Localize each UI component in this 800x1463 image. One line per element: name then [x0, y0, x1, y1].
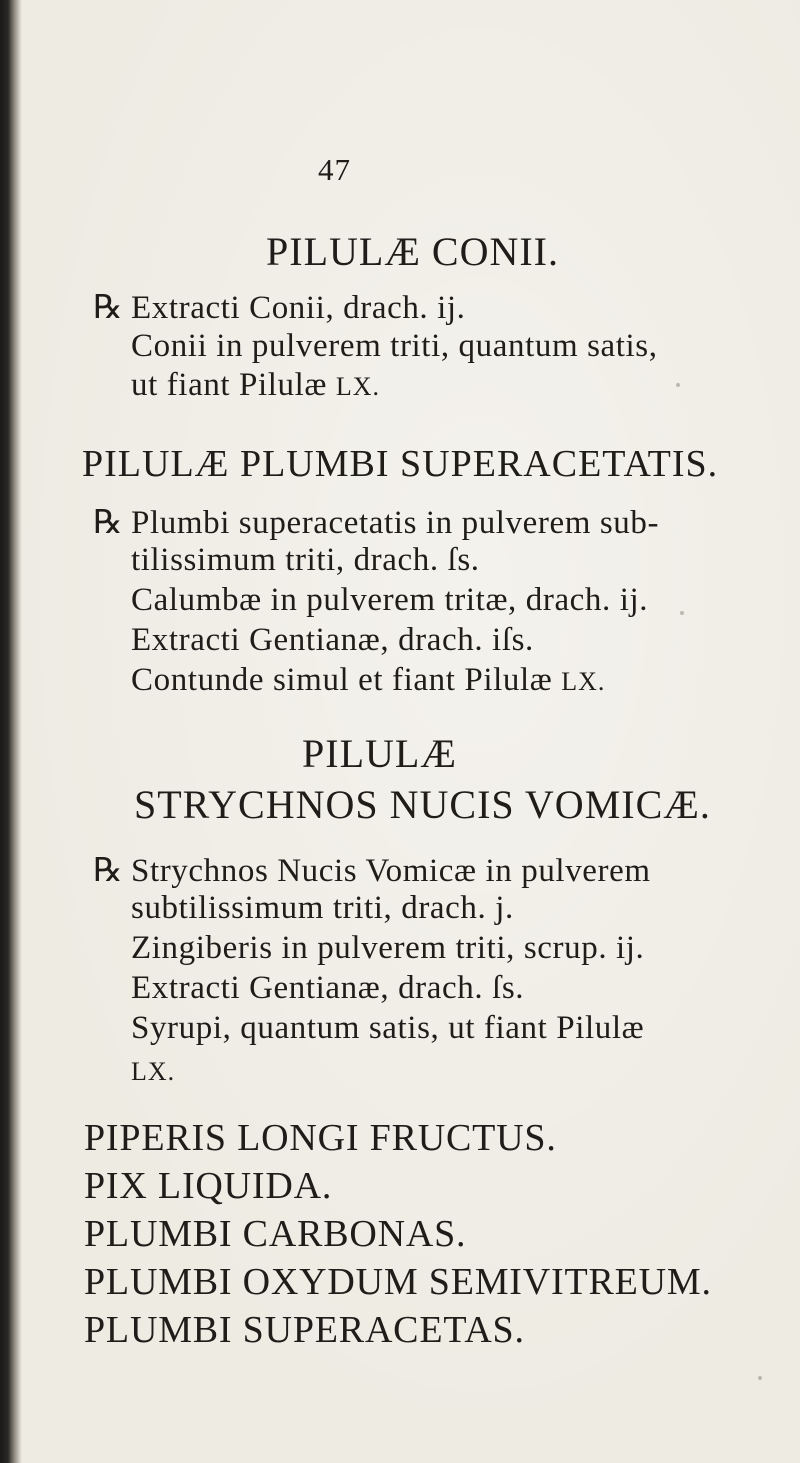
- recipe-line: [131, 890, 514, 927]
- recipe-line-text: Syrupi, quantum satis, ut fiant Pilulæ: [131, 1010, 645, 1046]
- recipe-symbol: ℞: [93, 290, 124, 326]
- page-number: 47: [318, 152, 351, 187]
- recipe-line-text: tilissimum triti, drach. ſs.: [131, 542, 480, 578]
- recipe-line: [131, 622, 534, 659]
- list-item: PIX LIQUIDA.: [84, 1165, 333, 1207]
- pill-count: LX.: [335, 372, 381, 401]
- recipe-line: [131, 1010, 644, 1047]
- recipe-line-text: Zingiberis in pulverem triti, scrup. ij.: [131, 930, 645, 966]
- recipe-line-text: Extracti Gentianæ, drach. iſs.: [131, 622, 534, 658]
- section-title-plumbi: PILULÆ PLUMBI SUPERACETATIS.: [82, 443, 719, 485]
- recipe-line-text: Conii in pulverem triti, quantum satis,: [131, 328, 658, 364]
- pill-count: LX.: [131, 1057, 176, 1086]
- recipe-line-text: Extracti Gentianæ, drach. ſs.: [131, 970, 525, 1006]
- recipe-line: [131, 662, 605, 699]
- paper-speck: [758, 1376, 762, 1380]
- recipe-line: [131, 367, 380, 404]
- section-title-strychnos: PILULÆ: [302, 731, 457, 776]
- recipe-line: [93, 502, 659, 542]
- paper-speck: [680, 611, 684, 615]
- list-item: PLUMBI CARBONAS.: [84, 1213, 467, 1255]
- recipe-line-text: ut fiant Pilulæ: [131, 367, 336, 403]
- list-item: PLUMBI SUPERACETAS.: [84, 1309, 525, 1351]
- recipe-line: [131, 582, 648, 619]
- recipe-symbol: ℞: [93, 505, 124, 541]
- list-item: PIPERIS LONGI FRUCTUS.: [84, 1117, 557, 1159]
- recipe-line-text: Contunde simul et fiant Pilulæ: [131, 662, 562, 698]
- recipe-line-text: Plumbi superacetatis in pulverem sub-: [131, 505, 660, 541]
- recipe-line: [131, 1052, 175, 1089]
- recipe-line-text: Extracti Conii, drach. ij.: [131, 290, 466, 326]
- binding-edge: [0, 0, 22, 1463]
- pill-count: LX.: [561, 667, 606, 696]
- section-title-conii: PILULÆ CONII.: [266, 229, 559, 274]
- recipe-line: [131, 930, 644, 967]
- section-subtitle-strychnos: STRYCHNOS NUCIS VOMICÆ.: [134, 782, 711, 827]
- recipe-line: [131, 328, 658, 365]
- recipe-line-text: Calumbæ in pulverem tritæ, drach. ij.: [131, 582, 649, 618]
- recipe-line-text: Strychnos Nucis Vomicæ in pulverem: [131, 853, 651, 889]
- recipe-line: [93, 850, 651, 890]
- recipe-line: [131, 970, 524, 1007]
- recipe-line-text: subtilissimum triti, drach. j.: [131, 890, 514, 926]
- paper-speck: [676, 383, 680, 387]
- recipe-line: [93, 287, 466, 327]
- recipe-line: [131, 542, 480, 579]
- recipe-symbol: ℞: [93, 853, 124, 889]
- list-item: PLUMBI OXYDUM SEMIVITREUM.: [84, 1261, 712, 1303]
